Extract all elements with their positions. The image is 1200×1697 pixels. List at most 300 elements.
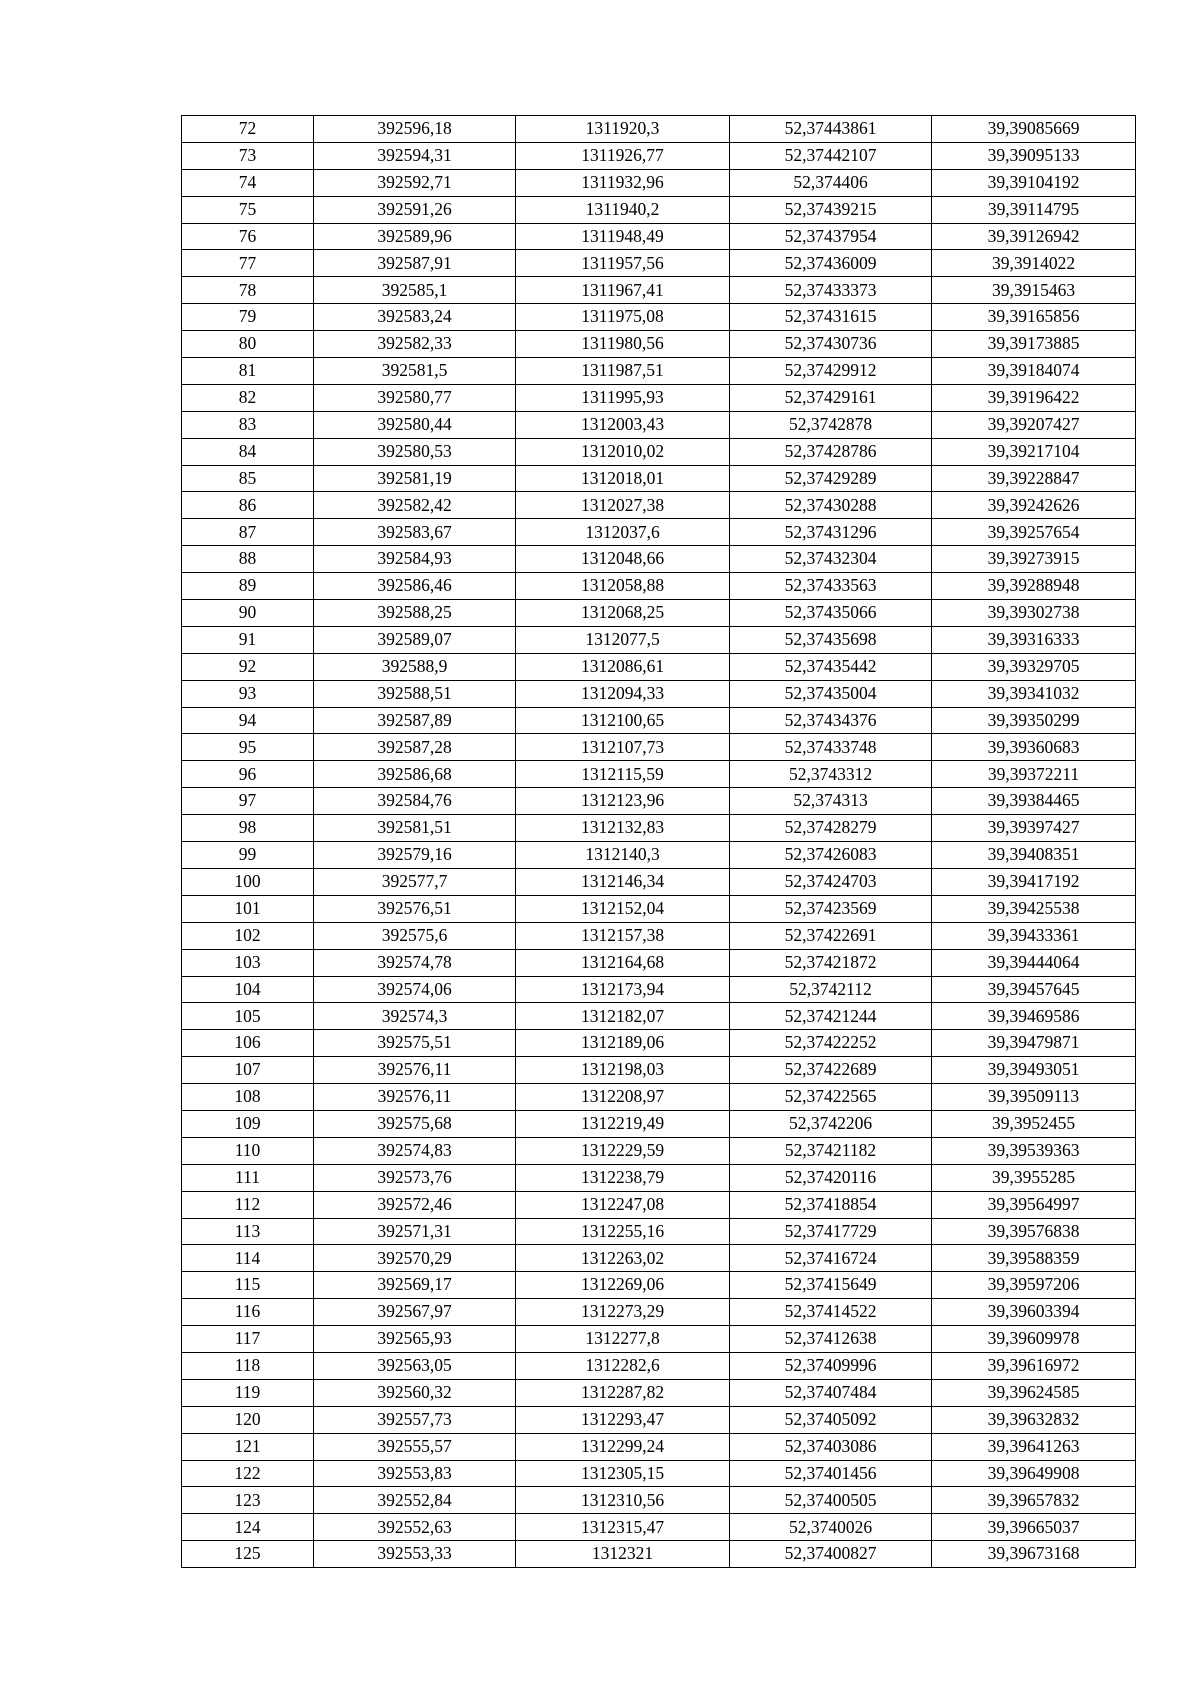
- latitude-cell: 52,3740026: [730, 1514, 932, 1541]
- x-coordinate-cell: 392575,68: [314, 1110, 516, 1137]
- latitude-cell: 52,37415649: [730, 1272, 932, 1299]
- y-coordinate-cell: 1312173,94: [516, 976, 730, 1003]
- latitude-cell: 52,37429161: [730, 384, 932, 411]
- y-coordinate-cell: 1312229,59: [516, 1137, 730, 1164]
- latitude-cell: 52,37434376: [730, 707, 932, 734]
- point-number-cell: 94: [182, 707, 314, 734]
- table-row: [182, 116, 1136, 143]
- latitude-cell: 52,37433748: [730, 734, 932, 761]
- table-row: [182, 761, 1136, 788]
- point-number-cell: 112: [182, 1191, 314, 1218]
- point-number-cell: 83: [182, 411, 314, 438]
- longitude-cell: 39,39444064: [932, 949, 1136, 976]
- table-row: [182, 1406, 1136, 1433]
- latitude-cell: 52,37432304: [730, 546, 932, 573]
- longitude-cell: 39,39217104: [932, 438, 1136, 465]
- table-row: [182, 573, 1136, 600]
- y-coordinate-cell: 1312010,02: [516, 438, 730, 465]
- y-coordinate-cell: 1312208,97: [516, 1084, 730, 1111]
- y-coordinate-cell: 1311975,08: [516, 304, 730, 331]
- x-coordinate-cell: 392586,46: [314, 573, 516, 600]
- table-row: [182, 1352, 1136, 1379]
- point-number-cell: 95: [182, 734, 314, 761]
- latitude-cell: 52,37400827: [730, 1541, 932, 1568]
- y-coordinate-cell: 1312157,38: [516, 922, 730, 949]
- y-coordinate-cell: 1312198,03: [516, 1057, 730, 1084]
- x-coordinate-cell: 392581,5: [314, 358, 516, 385]
- point-number-cell: 114: [182, 1245, 314, 1272]
- y-coordinate-cell: 1312018,01: [516, 465, 730, 492]
- longitude-cell: 39,3915463: [932, 277, 1136, 304]
- latitude-cell: 52,37403086: [730, 1433, 932, 1460]
- longitude-cell: 39,39257654: [932, 519, 1136, 546]
- y-coordinate-cell: 1312048,66: [516, 546, 730, 573]
- latitude-cell: 52,37422565: [730, 1084, 932, 1111]
- x-coordinate-cell: 392565,93: [314, 1326, 516, 1353]
- latitude-cell: 52,37428279: [730, 815, 932, 842]
- y-coordinate-cell: 1312058,88: [516, 573, 730, 600]
- x-coordinate-cell: 392574,83: [314, 1137, 516, 1164]
- latitude-cell: 52,37422689: [730, 1057, 932, 1084]
- latitude-cell: 52,37433373: [730, 277, 932, 304]
- x-coordinate-cell: 392586,68: [314, 761, 516, 788]
- longitude-cell: 39,39302738: [932, 600, 1136, 627]
- latitude-cell: 52,37422252: [730, 1030, 932, 1057]
- latitude-cell: 52,37430736: [730, 331, 932, 358]
- table-row: [182, 1218, 1136, 1245]
- longitude-cell: 39,39360683: [932, 734, 1136, 761]
- x-coordinate-cell: 392582,42: [314, 492, 516, 519]
- x-coordinate-cell: 392569,17: [314, 1272, 516, 1299]
- table-row: [182, 600, 1136, 627]
- table-row: [182, 196, 1136, 223]
- point-number-cell: 81: [182, 358, 314, 385]
- table-row: [182, 1541, 1136, 1568]
- x-coordinate-cell: 392573,76: [314, 1164, 516, 1191]
- y-coordinate-cell: 1312263,02: [516, 1245, 730, 1272]
- y-coordinate-cell: 1312305,15: [516, 1460, 730, 1487]
- latitude-cell: 52,37439215: [730, 196, 932, 223]
- point-number-cell: 108: [182, 1084, 314, 1111]
- table-row: [182, 1326, 1136, 1353]
- x-coordinate-cell: 392580,53: [314, 438, 516, 465]
- point-number-cell: 80: [182, 331, 314, 358]
- latitude-cell: 52,37418854: [730, 1191, 932, 1218]
- point-number-cell: 119: [182, 1379, 314, 1406]
- y-coordinate-cell: 1312277,8: [516, 1326, 730, 1353]
- longitude-cell: 39,39588359: [932, 1245, 1136, 1272]
- y-coordinate-cell: 1312293,47: [516, 1406, 730, 1433]
- point-number-cell: 82: [182, 384, 314, 411]
- table-row: [182, 1487, 1136, 1514]
- x-coordinate-cell: 392594,31: [314, 142, 516, 169]
- table-row: [182, 1191, 1136, 1218]
- point-number-cell: 78: [182, 277, 314, 304]
- longitude-cell: 39,39597206: [932, 1272, 1136, 1299]
- table-row: [182, 546, 1136, 573]
- table-row: [182, 1030, 1136, 1057]
- point-number-cell: 98: [182, 815, 314, 842]
- longitude-cell: 39,39341032: [932, 680, 1136, 707]
- longitude-cell: 39,39641263: [932, 1433, 1136, 1460]
- x-coordinate-cell: 392589,07: [314, 626, 516, 653]
- x-coordinate-cell: 392574,78: [314, 949, 516, 976]
- longitude-cell: 39,3914022: [932, 250, 1136, 277]
- point-number-cell: 121: [182, 1433, 314, 1460]
- point-number-cell: 109: [182, 1110, 314, 1137]
- table-row: [182, 1272, 1136, 1299]
- point-number-cell: 75: [182, 196, 314, 223]
- table-row: [182, 1514, 1136, 1541]
- x-coordinate-cell: 392575,51: [314, 1030, 516, 1057]
- x-coordinate-cell: 392576,51: [314, 895, 516, 922]
- y-coordinate-cell: 1312164,68: [516, 949, 730, 976]
- point-number-cell: 120: [182, 1406, 314, 1433]
- point-number-cell: 73: [182, 142, 314, 169]
- latitude-cell: 52,37429912: [730, 358, 932, 385]
- y-coordinate-cell: 1311967,41: [516, 277, 730, 304]
- point-number-cell: 76: [182, 223, 314, 250]
- table-row: [182, 411, 1136, 438]
- latitude-cell: 52,3742112: [730, 976, 932, 1003]
- table-row: [182, 1084, 1136, 1111]
- point-number-cell: 115: [182, 1272, 314, 1299]
- x-coordinate-cell: 392581,51: [314, 815, 516, 842]
- table-row: [182, 949, 1136, 976]
- table-row: [182, 465, 1136, 492]
- x-coordinate-cell: 392583,24: [314, 304, 516, 331]
- coordinates-table: [181, 115, 1136, 1568]
- longitude-cell: 39,39408351: [932, 842, 1136, 869]
- longitude-cell: 39,39085669: [932, 116, 1136, 143]
- longitude-cell: 39,39632832: [932, 1406, 1136, 1433]
- point-number-cell: 84: [182, 438, 314, 465]
- y-coordinate-cell: 1312152,04: [516, 895, 730, 922]
- y-coordinate-cell: 1312321: [516, 1541, 730, 1568]
- table-row: [182, 277, 1136, 304]
- y-coordinate-cell: 1312094,33: [516, 680, 730, 707]
- y-coordinate-cell: 1312003,43: [516, 411, 730, 438]
- y-coordinate-cell: 1312146,34: [516, 868, 730, 895]
- table-row: [182, 384, 1136, 411]
- table-row: [182, 922, 1136, 949]
- point-number-cell: 72: [182, 116, 314, 143]
- point-number-cell: 104: [182, 976, 314, 1003]
- longitude-cell: 39,39425538: [932, 895, 1136, 922]
- point-number-cell: 116: [182, 1299, 314, 1326]
- table-row: [182, 1460, 1136, 1487]
- longitude-cell: 39,39673168: [932, 1541, 1136, 1568]
- table-row: [182, 815, 1136, 842]
- y-coordinate-cell: 1312287,82: [516, 1379, 730, 1406]
- table-row: [182, 1137, 1136, 1164]
- table-row: [182, 223, 1136, 250]
- table-row: [182, 519, 1136, 546]
- longitude-cell: 39,39433361: [932, 922, 1136, 949]
- coordinates-table-body: [182, 116, 1136, 1568]
- longitude-cell: 39,39104192: [932, 169, 1136, 196]
- point-number-cell: 103: [182, 949, 314, 976]
- latitude-cell: 52,37426083: [730, 842, 932, 869]
- longitude-cell: 39,39457645: [932, 976, 1136, 1003]
- latitude-cell: 52,37420116: [730, 1164, 932, 1191]
- y-coordinate-cell: 1312100,65: [516, 707, 730, 734]
- table-row: [182, 1003, 1136, 1030]
- x-coordinate-cell: 392588,9: [314, 653, 516, 680]
- x-coordinate-cell: 392584,76: [314, 788, 516, 815]
- table-row: [182, 653, 1136, 680]
- y-coordinate-cell: 1312086,61: [516, 653, 730, 680]
- table-row: [182, 250, 1136, 277]
- table-row: [182, 304, 1136, 331]
- point-number-cell: 100: [182, 868, 314, 895]
- longitude-cell: 39,39384465: [932, 788, 1136, 815]
- longitude-cell: 39,39273915: [932, 546, 1136, 573]
- point-number-cell: 118: [182, 1352, 314, 1379]
- longitude-cell: 39,39228847: [932, 465, 1136, 492]
- y-coordinate-cell: 1312189,06: [516, 1030, 730, 1057]
- y-coordinate-cell: 1312182,07: [516, 1003, 730, 1030]
- point-number-cell: 117: [182, 1326, 314, 1353]
- longitude-cell: 39,39114795: [932, 196, 1136, 223]
- y-coordinate-cell: 1311987,51: [516, 358, 730, 385]
- longitude-cell: 39,39095133: [932, 142, 1136, 169]
- table-row: [182, 1245, 1136, 1272]
- table-row: [182, 169, 1136, 196]
- latitude-cell: 52,37407484: [730, 1379, 932, 1406]
- x-coordinate-cell: 392588,51: [314, 680, 516, 707]
- longitude-cell: 39,39665037: [932, 1514, 1136, 1541]
- longitude-cell: 39,39329705: [932, 653, 1136, 680]
- x-coordinate-cell: 392579,16: [314, 842, 516, 869]
- point-number-cell: 99: [182, 842, 314, 869]
- table-row: [182, 142, 1136, 169]
- y-coordinate-cell: 1312077,5: [516, 626, 730, 653]
- longitude-cell: 39,39479871: [932, 1030, 1136, 1057]
- longitude-cell: 39,39350299: [932, 707, 1136, 734]
- longitude-cell: 39,39493051: [932, 1057, 1136, 1084]
- y-coordinate-cell: 1311957,56: [516, 250, 730, 277]
- longitude-cell: 39,39417192: [932, 868, 1136, 895]
- y-coordinate-cell: 1311980,56: [516, 331, 730, 358]
- table-row: [182, 707, 1136, 734]
- latitude-cell: 52,37430288: [730, 492, 932, 519]
- y-coordinate-cell: 1312219,49: [516, 1110, 730, 1137]
- longitude-cell: 39,39657832: [932, 1487, 1136, 1514]
- point-number-cell: 90: [182, 600, 314, 627]
- x-coordinate-cell: 392555,57: [314, 1433, 516, 1460]
- y-coordinate-cell: 1311948,49: [516, 223, 730, 250]
- x-coordinate-cell: 392592,71: [314, 169, 516, 196]
- x-coordinate-cell: 392587,28: [314, 734, 516, 761]
- point-number-cell: 113: [182, 1218, 314, 1245]
- x-coordinate-cell: 392580,44: [314, 411, 516, 438]
- latitude-cell: 52,37405092: [730, 1406, 932, 1433]
- y-coordinate-cell: 1312123,96: [516, 788, 730, 815]
- x-coordinate-cell: 392567,97: [314, 1299, 516, 1326]
- longitude-cell: 39,39316333: [932, 626, 1136, 653]
- y-coordinate-cell: 1312282,6: [516, 1352, 730, 1379]
- y-coordinate-cell: 1312068,25: [516, 600, 730, 627]
- longitude-cell: 39,39173885: [932, 331, 1136, 358]
- latitude-cell: 52,37428786: [730, 438, 932, 465]
- table-row: [182, 626, 1136, 653]
- latitude-cell: 52,37417729: [730, 1218, 932, 1245]
- table-row: [182, 438, 1136, 465]
- y-coordinate-cell: 1312238,79: [516, 1164, 730, 1191]
- longitude-cell: 39,39165856: [932, 304, 1136, 331]
- point-number-cell: 77: [182, 250, 314, 277]
- table-row: [182, 734, 1136, 761]
- table-row: [182, 331, 1136, 358]
- longitude-cell: 39,39609978: [932, 1326, 1136, 1353]
- longitude-cell: 39,39509113: [932, 1084, 1136, 1111]
- y-coordinate-cell: 1312310,56: [516, 1487, 730, 1514]
- point-number-cell: 97: [182, 788, 314, 815]
- y-coordinate-cell: 1312107,73: [516, 734, 730, 761]
- table-row: [182, 1299, 1136, 1326]
- longitude-cell: 39,39564997: [932, 1191, 1136, 1218]
- table-row: [182, 868, 1136, 895]
- x-coordinate-cell: 392588,25: [314, 600, 516, 627]
- y-coordinate-cell: 1312299,24: [516, 1433, 730, 1460]
- point-number-cell: 92: [182, 653, 314, 680]
- x-coordinate-cell: 392581,19: [314, 465, 516, 492]
- point-number-cell: 86: [182, 492, 314, 519]
- latitude-cell: 52,37421872: [730, 949, 932, 976]
- point-number-cell: 85: [182, 465, 314, 492]
- table-row: [182, 1057, 1136, 1084]
- point-number-cell: 124: [182, 1514, 314, 1541]
- longitude-cell: 39,3955285: [932, 1164, 1136, 1191]
- x-coordinate-cell: 392571,31: [314, 1218, 516, 1245]
- latitude-cell: 52,37429289: [730, 465, 932, 492]
- longitude-cell: 39,39242626: [932, 492, 1136, 519]
- latitude-cell: 52,37431296: [730, 519, 932, 546]
- y-coordinate-cell: 1312027,38: [516, 492, 730, 519]
- point-number-cell: 88: [182, 546, 314, 573]
- longitude-cell: 39,39624585: [932, 1379, 1136, 1406]
- latitude-cell: 52,3742206: [730, 1110, 932, 1137]
- y-coordinate-cell: 1312255,16: [516, 1218, 730, 1245]
- longitude-cell: 39,3952455: [932, 1110, 1136, 1137]
- point-number-cell: 106: [182, 1030, 314, 1057]
- table-row: [182, 1164, 1136, 1191]
- point-number-cell: 96: [182, 761, 314, 788]
- x-coordinate-cell: 392553,83: [314, 1460, 516, 1487]
- latitude-cell: 52,37435066: [730, 600, 932, 627]
- y-coordinate-cell: 1311940,2: [516, 196, 730, 223]
- latitude-cell: 52,37443861: [730, 116, 932, 143]
- table-row: [182, 1433, 1136, 1460]
- x-coordinate-cell: 392587,89: [314, 707, 516, 734]
- table-row: [182, 680, 1136, 707]
- longitude-cell: 39,39469586: [932, 1003, 1136, 1030]
- x-coordinate-cell: 392582,33: [314, 331, 516, 358]
- longitude-cell: 39,39126942: [932, 223, 1136, 250]
- latitude-cell: 52,37412638: [730, 1326, 932, 1353]
- latitude-cell: 52,37435442: [730, 653, 932, 680]
- latitude-cell: 52,37421182: [730, 1137, 932, 1164]
- latitude-cell: 52,37435698: [730, 626, 932, 653]
- longitude-cell: 39,39397427: [932, 815, 1136, 842]
- y-coordinate-cell: 1312115,59: [516, 761, 730, 788]
- x-coordinate-cell: 392575,6: [314, 922, 516, 949]
- x-coordinate-cell: 392584,93: [314, 546, 516, 573]
- table-row: [182, 492, 1136, 519]
- latitude-cell: 52,37435004: [730, 680, 932, 707]
- point-number-cell: 110: [182, 1137, 314, 1164]
- y-coordinate-cell: 1312132,83: [516, 815, 730, 842]
- x-coordinate-cell: 392560,32: [314, 1379, 516, 1406]
- point-number-cell: 91: [182, 626, 314, 653]
- latitude-cell: 52,3742878: [730, 411, 932, 438]
- table-row: [182, 788, 1136, 815]
- longitude-cell: 39,39288948: [932, 573, 1136, 600]
- table-row: [182, 842, 1136, 869]
- y-coordinate-cell: 1312140,3: [516, 842, 730, 869]
- table-row: [182, 976, 1136, 1003]
- table-row: [182, 358, 1136, 385]
- x-coordinate-cell: 392570,29: [314, 1245, 516, 1272]
- latitude-cell: 52,37401456: [730, 1460, 932, 1487]
- latitude-cell: 52,37424703: [730, 868, 932, 895]
- x-coordinate-cell: 392576,11: [314, 1057, 516, 1084]
- y-coordinate-cell: 1312037,6: [516, 519, 730, 546]
- latitude-cell: 52,374313: [730, 788, 932, 815]
- point-number-cell: 107: [182, 1057, 314, 1084]
- x-coordinate-cell: 392552,63: [314, 1514, 516, 1541]
- table-row: [182, 1379, 1136, 1406]
- latitude-cell: 52,3743312: [730, 761, 932, 788]
- x-coordinate-cell: 392587,91: [314, 250, 516, 277]
- point-number-cell: 89: [182, 573, 314, 600]
- table-row: [182, 895, 1136, 922]
- longitude-cell: 39,39603394: [932, 1299, 1136, 1326]
- x-coordinate-cell: 392591,26: [314, 196, 516, 223]
- latitude-cell: 52,37400505: [730, 1487, 932, 1514]
- latitude-cell: 52,37433563: [730, 573, 932, 600]
- x-coordinate-cell: 392589,96: [314, 223, 516, 250]
- longitude-cell: 39,39539363: [932, 1137, 1136, 1164]
- latitude-cell: 52,37437954: [730, 223, 932, 250]
- y-coordinate-cell: 1312273,29: [516, 1299, 730, 1326]
- longitude-cell: 39,39184074: [932, 358, 1136, 385]
- point-number-cell: 123: [182, 1487, 314, 1514]
- x-coordinate-cell: 392580,77: [314, 384, 516, 411]
- longitude-cell: 39,39372211: [932, 761, 1136, 788]
- latitude-cell: 52,37436009: [730, 250, 932, 277]
- point-number-cell: 102: [182, 922, 314, 949]
- longitude-cell: 39,39576838: [932, 1218, 1136, 1245]
- latitude-cell: 52,37414522: [730, 1299, 932, 1326]
- x-coordinate-cell: 392574,3: [314, 1003, 516, 1030]
- longitude-cell: 39,39616972: [932, 1352, 1136, 1379]
- latitude-cell: 52,374406: [730, 169, 932, 196]
- point-number-cell: 74: [182, 169, 314, 196]
- point-number-cell: 87: [182, 519, 314, 546]
- latitude-cell: 52,37423569: [730, 895, 932, 922]
- latitude-cell: 52,37422691: [730, 922, 932, 949]
- latitude-cell: 52,37409996: [730, 1352, 932, 1379]
- latitude-cell: 52,37421244: [730, 1003, 932, 1030]
- y-coordinate-cell: 1312247,08: [516, 1191, 730, 1218]
- y-coordinate-cell: 1311995,93: [516, 384, 730, 411]
- x-coordinate-cell: 392574,06: [314, 976, 516, 1003]
- latitude-cell: 52,37416724: [730, 1245, 932, 1272]
- point-number-cell: 93: [182, 680, 314, 707]
- point-number-cell: 122: [182, 1460, 314, 1487]
